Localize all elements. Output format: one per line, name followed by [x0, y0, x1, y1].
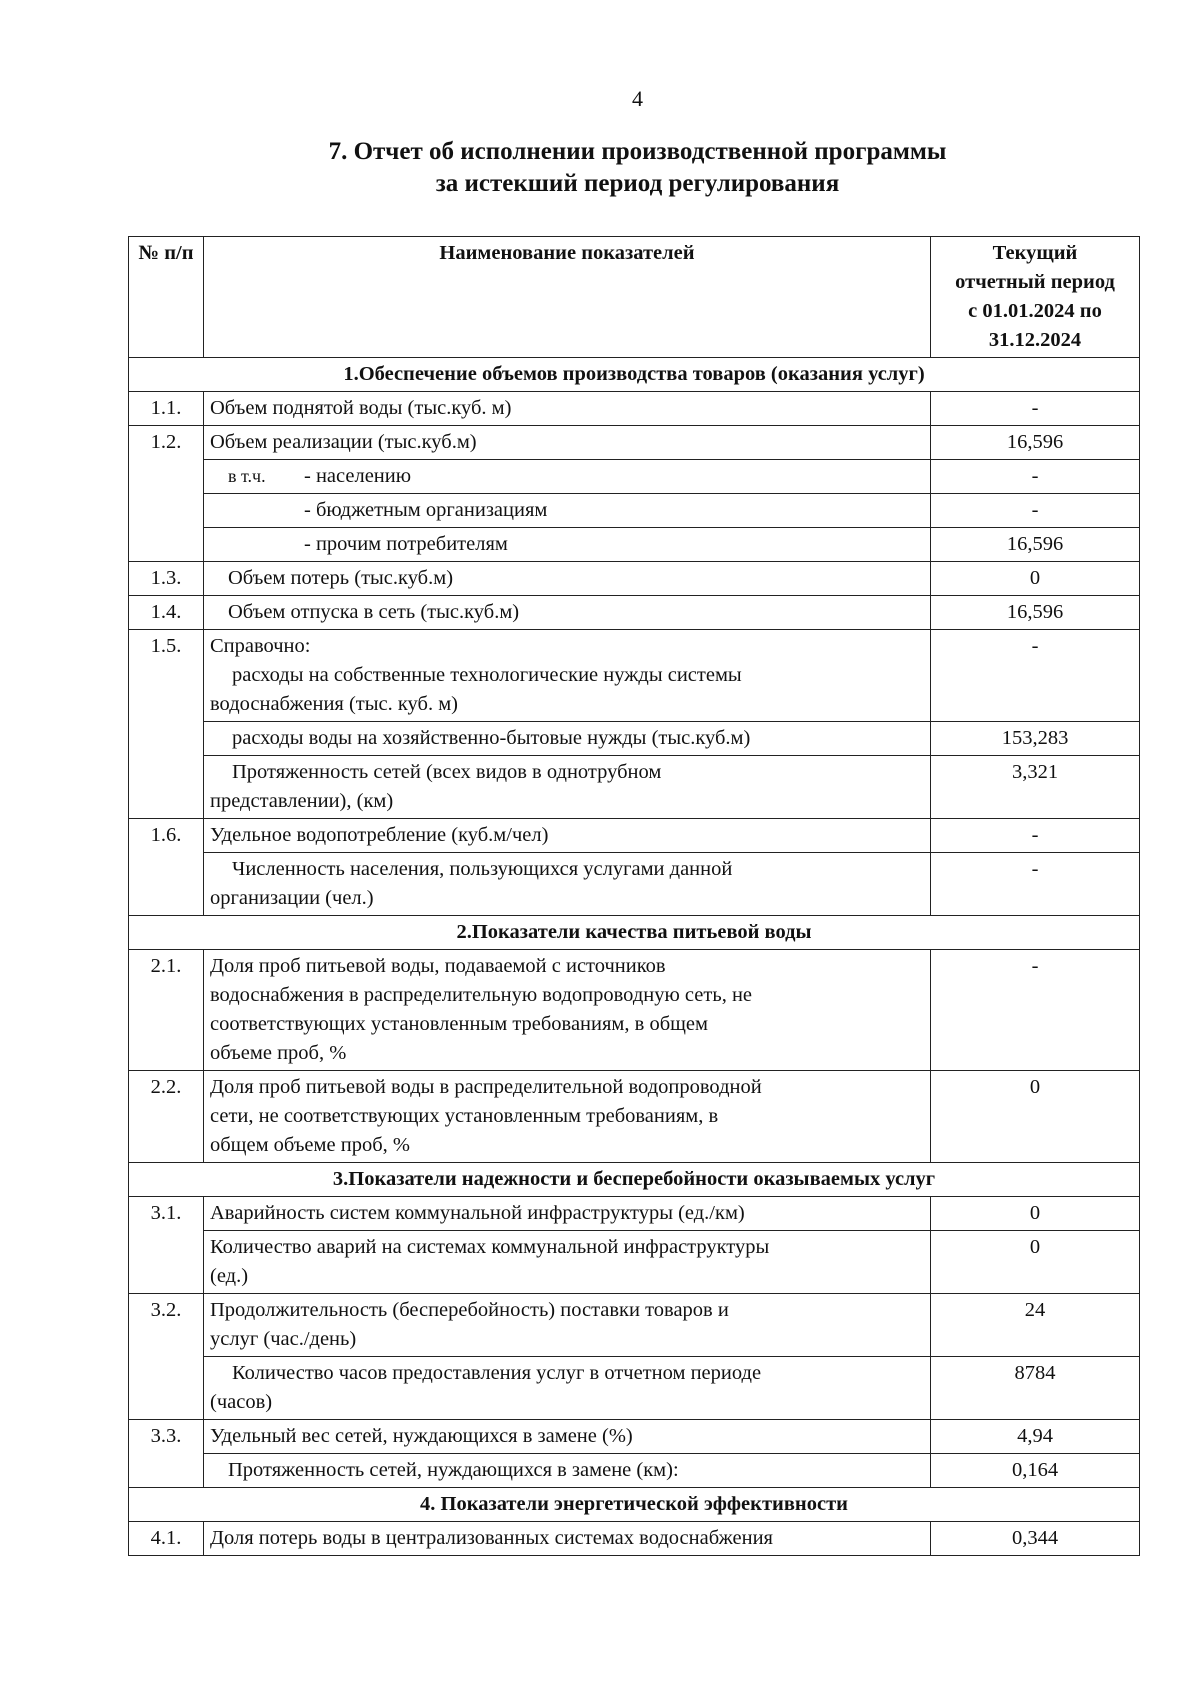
table-row: [129, 528, 1140, 562]
section-4-title: 4. Показатели энергетической эффективности: [129, 1488, 1140, 1522]
row-name: [204, 853, 931, 916]
row-line-1: Количество часов предоставления услуг в отчетном периоде: [232, 1362, 762, 1384]
row-line-4: объеме проб, %: [210, 1042, 347, 1064]
row-name: Объем отпуска в сеть (тыс.куб.м): [204, 596, 931, 630]
row-name: [204, 1231, 931, 1294]
row-value: -: [931, 819, 1140, 853]
row-value: 153,283: [931, 722, 1140, 756]
row-value: 16,596: [931, 426, 1140, 460]
section-1-title: 1.Обеспечение объемов производства товаров (оказания услуг): [129, 358, 1140, 392]
row-name: Объем потерь (тыс.куб.м): [204, 562, 931, 596]
table-row: [129, 1197, 1140, 1231]
row-name: Аварийность систем коммунальной инфраструктуры (ед./км): [204, 1197, 931, 1231]
header-value: [931, 237, 1140, 358]
row-number: 3.2.: [129, 1294, 204, 1420]
row-number: 2.1.: [129, 950, 204, 1071]
table-row: [129, 1294, 1140, 1357]
table-row: [129, 392, 1140, 426]
row-line-1: Доля проб питьевой воды в распределительной водопроводной: [210, 1076, 762, 1098]
row-name: Удельное водопотребление (куб.м/чел): [204, 819, 931, 853]
row-line-3: соответствующих установленным требованиям, в общем: [210, 1013, 708, 1035]
section-3-title: 3.Показатели надежности и бесперебойности оказываемых услуг: [129, 1163, 1140, 1197]
table-row: [129, 630, 1140, 722]
row-number: 2.2.: [129, 1071, 204, 1163]
row-line-2: (часов): [210, 1391, 273, 1413]
header-value-line-2: отчетный период: [955, 271, 1115, 293]
row-number: 1.5.: [129, 630, 204, 819]
row-name: [204, 1294, 931, 1357]
row-name: [204, 1071, 931, 1163]
row-value: 0: [931, 1197, 1140, 1231]
row-line-2: водоснабжения (тыс. куб. м): [210, 693, 459, 715]
row-line-3: общем объеме проб, %: [210, 1134, 410, 1156]
row-line-2: организации (чел.): [210, 887, 374, 909]
row-value: -: [931, 630, 1140, 722]
row-name: - бюджетным организациям: [204, 494, 931, 528]
row-line-2: услуг (час./день): [210, 1328, 357, 1350]
row-number: 3.3.: [129, 1420, 204, 1488]
table-row: [129, 1231, 1140, 1294]
row-value: 16,596: [931, 596, 1140, 630]
row-value: -: [931, 853, 1140, 916]
row-line-2: водоснабжения в распределительную водопроводную сеть, не: [210, 984, 753, 1006]
row-line-2: представлении), (км): [210, 790, 394, 812]
header-row: [129, 237, 1140, 358]
header-name: Наименование показателей: [204, 237, 931, 358]
row-line-1: Протяженность сетей (всех видов в однотрубном: [232, 761, 662, 783]
row-value: -: [931, 950, 1140, 1071]
row-value: 0,164: [931, 1454, 1140, 1488]
row-name: [204, 756, 931, 819]
row-line-1: Численность населения, пользующихся услугами данной: [232, 858, 733, 880]
table-row: [129, 1420, 1140, 1454]
row-value: 0,344: [931, 1522, 1140, 1556]
row-name: расходы воды на хозяйственно-бытовые нужды (тыс.куб.м): [204, 722, 931, 756]
row-number: 1.3.: [129, 562, 204, 596]
row-number: 4.1.: [129, 1522, 204, 1556]
row-name: Объем реализации (тыс.куб.м): [204, 426, 931, 460]
table-row: [129, 950, 1140, 1071]
table-row: [129, 460, 1140, 494]
table-row: [129, 562, 1140, 596]
row-name: [204, 1357, 931, 1420]
row-line-2: сети, не соответствующих установленным требованиям, в: [210, 1105, 719, 1127]
row-value: 0: [931, 562, 1140, 596]
row-value: 16,596: [931, 528, 1140, 562]
row-value: -: [931, 460, 1140, 494]
row-line-2: (ед.): [210, 1265, 249, 1287]
row-number: 1.1.: [129, 392, 204, 426]
row-line-1: Продолжительность (бесперебойность) поставки товаров и: [210, 1299, 729, 1321]
header-value-line-4: 31.12.2024: [988, 329, 1082, 351]
table-row: [129, 756, 1140, 819]
row-number: 1.2.: [129, 426, 204, 562]
table-row: [129, 722, 1140, 756]
row-name: Объем поднятой воды (тыс.куб. м): [204, 392, 931, 426]
table-row: [129, 1357, 1140, 1420]
row-value: 8784: [931, 1357, 1140, 1420]
table-row: [129, 1071, 1140, 1163]
row-name: Протяженность сетей, нуждающихся в замене (км):: [204, 1454, 931, 1488]
section-row: [129, 1488, 1140, 1522]
row-name: Доля потерь воды в централизованных системах водоснабжения: [204, 1522, 931, 1556]
title-line-2: за истекший период регулирования: [435, 170, 840, 197]
row-value: 4,94: [931, 1420, 1140, 1454]
row-value: 0: [931, 1071, 1140, 1163]
row-value: 3,321: [931, 756, 1140, 819]
row-number: 1.4.: [129, 596, 204, 630]
row-name: Удельный вес сетей, нуждающихся в замене (%): [204, 1420, 931, 1454]
table-row: [129, 853, 1140, 916]
subrow-prefix: в т.ч.: [228, 466, 266, 486]
report-table: [128, 236, 1140, 1556]
row-number: 3.1.: [129, 1197, 204, 1294]
table-row: [129, 1522, 1140, 1556]
row-value: -: [931, 494, 1140, 528]
header-value-line-3: с 01.01.2024 по: [968, 300, 1102, 322]
page-number: 4: [632, 86, 643, 111]
row-line-1: расходы на собственные технологические нужды системы: [232, 664, 742, 686]
row-number: 1.6.: [129, 819, 204, 916]
section-row: [129, 358, 1140, 392]
table-row: [129, 596, 1140, 630]
table-row: [129, 819, 1140, 853]
header-value-line-1: Текущий: [992, 242, 1078, 264]
row-value: 0: [931, 1231, 1140, 1294]
section-row: [129, 916, 1140, 950]
row-line-1: Количество аварий на системах коммунальной инфраструктуры: [210, 1236, 770, 1258]
row-name: [204, 460, 931, 494]
table-row: [129, 426, 1140, 460]
table-row: [129, 494, 1140, 528]
title-line-1: 7. Отчет об исполнении производственной программы: [328, 138, 947, 165]
section-row: [129, 1163, 1140, 1197]
subrow-label: - населению: [304, 465, 412, 487]
row-name: - прочим потребителям: [204, 528, 931, 562]
table-row: [129, 1454, 1140, 1488]
header-num: № п/п: [129, 237, 204, 358]
row-value: 24: [931, 1294, 1140, 1357]
report-title: [0, 136, 1200, 200]
section-2-title: 2.Показатели качества питьевой воды: [129, 916, 1140, 950]
row-value: -: [931, 392, 1140, 426]
row-name: [204, 950, 931, 1071]
row-name: [204, 630, 931, 722]
row-heading: Справочно:: [210, 635, 311, 657]
row-line-1: Доля проб питьевой воды, подаваемой с источников: [210, 955, 666, 977]
